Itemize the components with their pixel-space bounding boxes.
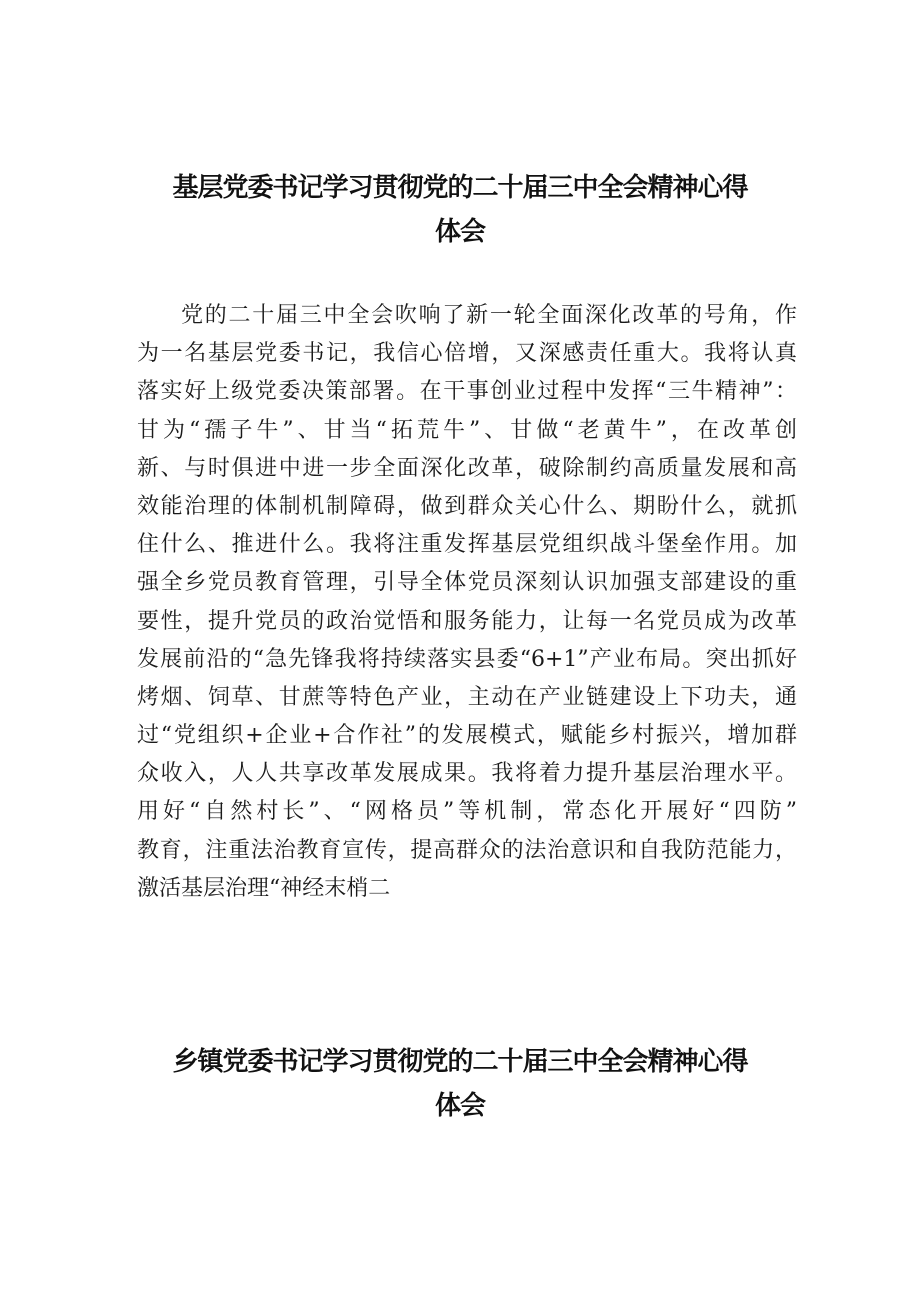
body-line: 用好“自然村长”、“网格员”等机制，常态化开展好“四防” — [137, 799, 797, 825]
body-line: 众收入，人人共享改革发展成果。我将着力提升基层治理水平。 — [137, 761, 797, 787]
body-line: 效能治理的体制机制障碍，做到群众关心什么、期盼什么，就抓 — [137, 493, 797, 519]
article-title-1-line-2: 体会 — [434, 217, 485, 247]
body-line: 教育，注重法治教育宣传，提高群众的法治意识和自我防范能力， — [137, 837, 797, 863]
body-line: 强全乡党员教育管理，引导全体党员深刻认识加强支部建设的重 — [137, 570, 797, 596]
body-line: 新、与时俱进中进一步全面深化改革，破除制约高质量发展和高 — [137, 455, 797, 481]
article-title-1 — [0, 166, 920, 254]
body-line: 甘为“孺子牛”、甘当“拓荒牛”、甘做“老黄牛”，在改革创 — [137, 417, 797, 443]
article-title-2-line-2: 体会 — [434, 1091, 485, 1121]
article-title-2 — [0, 1040, 920, 1128]
article-title-2-line-1: 乡镇党委书记学习贯彻党的二十届三中全会精神心得 — [172, 1047, 748, 1077]
article-body-1 — [137, 297, 797, 908]
body-line: 住什么、推进什么。我将注重发挥基层党组织战斗堡垒作用。加 — [137, 532, 797, 558]
body-line: 过“党组织+企业+合作社”的发展模式，赋能乡村振兴，增加群 — [137, 723, 797, 749]
body-line: 为一名基层党委书记，我信心倍增，又深感责任重大。我将认真 — [137, 341, 797, 367]
body-line: 发展前沿的“急先锋我将持续落实县委“6+1”产业布局。突出抓好 — [137, 646, 797, 672]
body-line: 激活基层治理“神经末梢二 — [137, 875, 391, 901]
body-line: 落实好上级党委决策部署。在干事创业过程中发挥“三牛精神”： — [137, 379, 797, 405]
article-title-1-line-1: 基层党委书记学习贯彻党的二十届三中全会精神心得 — [172, 173, 748, 203]
body-line: 党的二十届三中全会吹响了新一轮全面深化改革的号角，作 — [181, 303, 797, 328]
body-line: 要性，提升党员的政治觉悟和服务能力，让每一名党员成为改革 — [137, 608, 797, 634]
body-line: 烤烟、饲草、甘蔗等特色产业，主动在产业链建设上下功夫，通 — [137, 684, 797, 710]
